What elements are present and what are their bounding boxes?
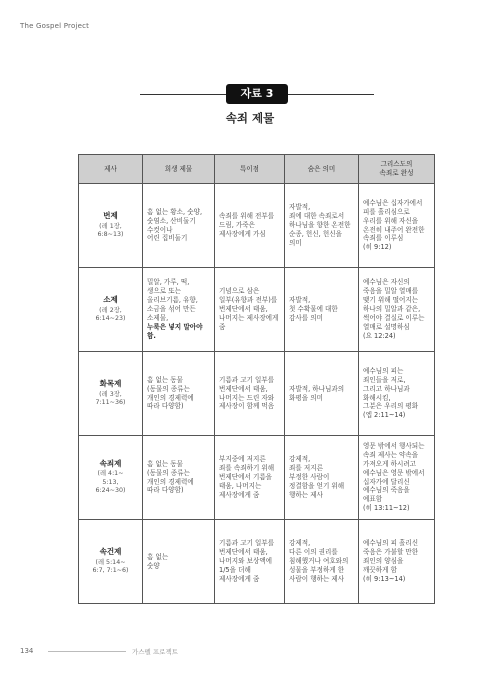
- table-row: [79, 184, 435, 268]
- cell-fulfillment-text: 영문 밖에서 행사되는 속죄 제사는 약속을 가져오게 하시려고 예수님은 영문 밖에서 십자가에 달리신 예수님의 죽음을 예표함 (히 13:11~12): [363, 441, 425, 513]
- table-row: [79, 520, 435, 604]
- cell-feature: [215, 268, 285, 352]
- cell-feature: [215, 436, 285, 520]
- running-header: The Gospel Project: [20, 22, 90, 30]
- offering-text: 밀알, 가루, 떡, 생으로 또는 올리브기름, 유향, 소금을 섞어 만든 소제물,: [147, 278, 198, 322]
- cell-meaning: [285, 184, 359, 268]
- cell-sacrifice: [79, 520, 143, 604]
- sacrifice-name: 속죄제: [99, 459, 122, 469]
- offering-text: 흠 없는 동물 (동물의 종류는 개인의 경제력에 따라 다양함): [147, 459, 194, 495]
- cell-offering: [143, 184, 215, 268]
- header-sacrifice: 제사: [79, 155, 143, 184]
- cell-fulfillment: [359, 184, 435, 268]
- cell-sacrifice: [79, 436, 143, 520]
- cell-meaning-text: 자발적, 죄에 대한 속죄로서 하나님을 향한 온전한 순종, 헌신, 헌신을 의미: [289, 203, 351, 247]
- sacrifice-reference: (레 3장, 7:11~36): [95, 390, 126, 407]
- offering-text: 흠 없는 동물 (동물의 종류는 개인의 경제력에 따라 다양함): [147, 375, 194, 411]
- cell-offering: [143, 436, 215, 520]
- table-header-row: [79, 155, 435, 184]
- cell-fulfillment: [359, 520, 435, 604]
- header-offering: 희생 제물: [143, 155, 215, 184]
- offering-note: 누룩은 넣지 말아야 함.: [147, 322, 203, 340]
- sacrifice-reference: (레 5:14~ 6:7, 7:1~6): [92, 558, 129, 575]
- sacrifice-reference: (레 1장, 6:8~13): [97, 222, 124, 239]
- cell-meaning: [285, 268, 359, 352]
- cell-fulfillment-text: 예수님의 피는 죄인들을 저로, 그리고 하나님과 화해시킴, 그분은 우리의 평화 (엡 2:11~14): [363, 366, 419, 420]
- section-title: 속죄 제물: [225, 111, 275, 125]
- sacrifice-reference: (레 2장, 6:14~23): [95, 306, 126, 323]
- cell-meaning-text: 자발적, 첫 수확물에 대한 감사를 의미: [289, 296, 338, 322]
- cell-meaning: [285, 352, 359, 436]
- cell-fulfillment: [359, 436, 435, 520]
- page-number: 134: [20, 647, 34, 655]
- cell-feature-text: 속죄를 위해 전부를 드림, 가죽은 제사장에게 가심: [219, 212, 275, 238]
- table-row: [79, 436, 435, 520]
- header-feature: 특이점: [215, 155, 285, 184]
- cell-feature-text: 기름과 고기 일부를 번제단에서 태움, 나머지와 보상액에 1/5을 더해 제사장에게 줌: [219, 539, 275, 583]
- cell-offering: [143, 520, 215, 604]
- cell-meaning-text: 강제적, 다른 이의 권리를 침해했거나 여호와의 성물을 부정하게 한 사람이 행하는 제사: [289, 539, 349, 583]
- cell-meaning-text: 강제적, 죄를 저지른 부정한 사람이 정결함을 얻기 위해 행하는 제사: [289, 455, 345, 499]
- cell-fulfillment-text: 예수님의 피 흘리신 죽음은 가불할 만한 죄인의 양심을 깨끗하게 함 (히 9:13~14): [363, 539, 419, 583]
- cell-sacrifice: [79, 352, 143, 436]
- cell-feature: [215, 352, 285, 436]
- cell-fulfillment: [359, 352, 435, 436]
- offering-text: 흠 없는 황소, 숫양, 숫염소, 산비둘기 수컷이나 어린 집비둘기: [147, 207, 203, 243]
- cell-sacrifice: [79, 184, 143, 268]
- sacrifice-name: 소제: [103, 295, 118, 305]
- cell-offering: [143, 352, 215, 436]
- badge-divider-right: [288, 94, 374, 95]
- cell-meaning: [285, 520, 359, 604]
- cell-feature-text: 기름과 고기 일부를 번제단에서 태움, 나머지는 드린 자와 제사장이 함께 먹음: [219, 375, 275, 411]
- offerings-table: [78, 154, 435, 604]
- cell-feature: [215, 184, 285, 268]
- badge-divider-left: [140, 94, 226, 95]
- table-row: [79, 268, 435, 352]
- header-meaning: 숨은 의미: [285, 155, 359, 184]
- cell-fulfillment-text: 예수님은 십자가에서 피를 흘리심으로 우리를 위해 자신을 온전히 내주어 완전한 속죄를 이루심 (히 9:12): [363, 198, 425, 252]
- sacrifice-name: 번제: [103, 211, 118, 221]
- cell-meaning-text: 자발적, 하나님과의 화평을 의미: [289, 384, 345, 402]
- sacrifice-reference: (레 4:1~ 5:13, 6:24~30): [95, 470, 126, 495]
- cell-feature-text: 부지중에 저지른 죄를 속죄하기 위해 번제단에서 기름을 태움, 나머지는 제사장에게 줌: [219, 455, 275, 499]
- cell-feature-text: 기념으로 삼은 일부(유향과 전부)를 번제단에서 태움, 나머지는 제사장에게 줌: [219, 287, 279, 331]
- cell-fulfillment: [359, 268, 435, 352]
- sacrifice-name: 속건제: [99, 547, 122, 557]
- offering-text: 흠 없는 숫양: [147, 552, 169, 570]
- footer-title: 가스펠 프로젝트: [132, 648, 179, 656]
- table-row: [79, 352, 435, 436]
- section-badge: 자료 3: [226, 84, 288, 104]
- header-fulfillment: 그리스도의 속죄로 완성: [359, 155, 435, 184]
- cell-fulfillment-text: 예수님은 자신의 죽음을 밀알 열매를 맺기 위해 떨어지는 하나의 밀알과 같은, 썩어야 결실로 이루는 열매로 설명하심 (요 12:24): [363, 278, 425, 340]
- footer-divider: [48, 651, 126, 652]
- cell-meaning: [285, 436, 359, 520]
- cell-sacrifice: [79, 268, 143, 352]
- cell-feature: [215, 520, 285, 604]
- sacrifice-name: 화목제: [99, 379, 122, 389]
- cell-offering: [143, 268, 215, 352]
